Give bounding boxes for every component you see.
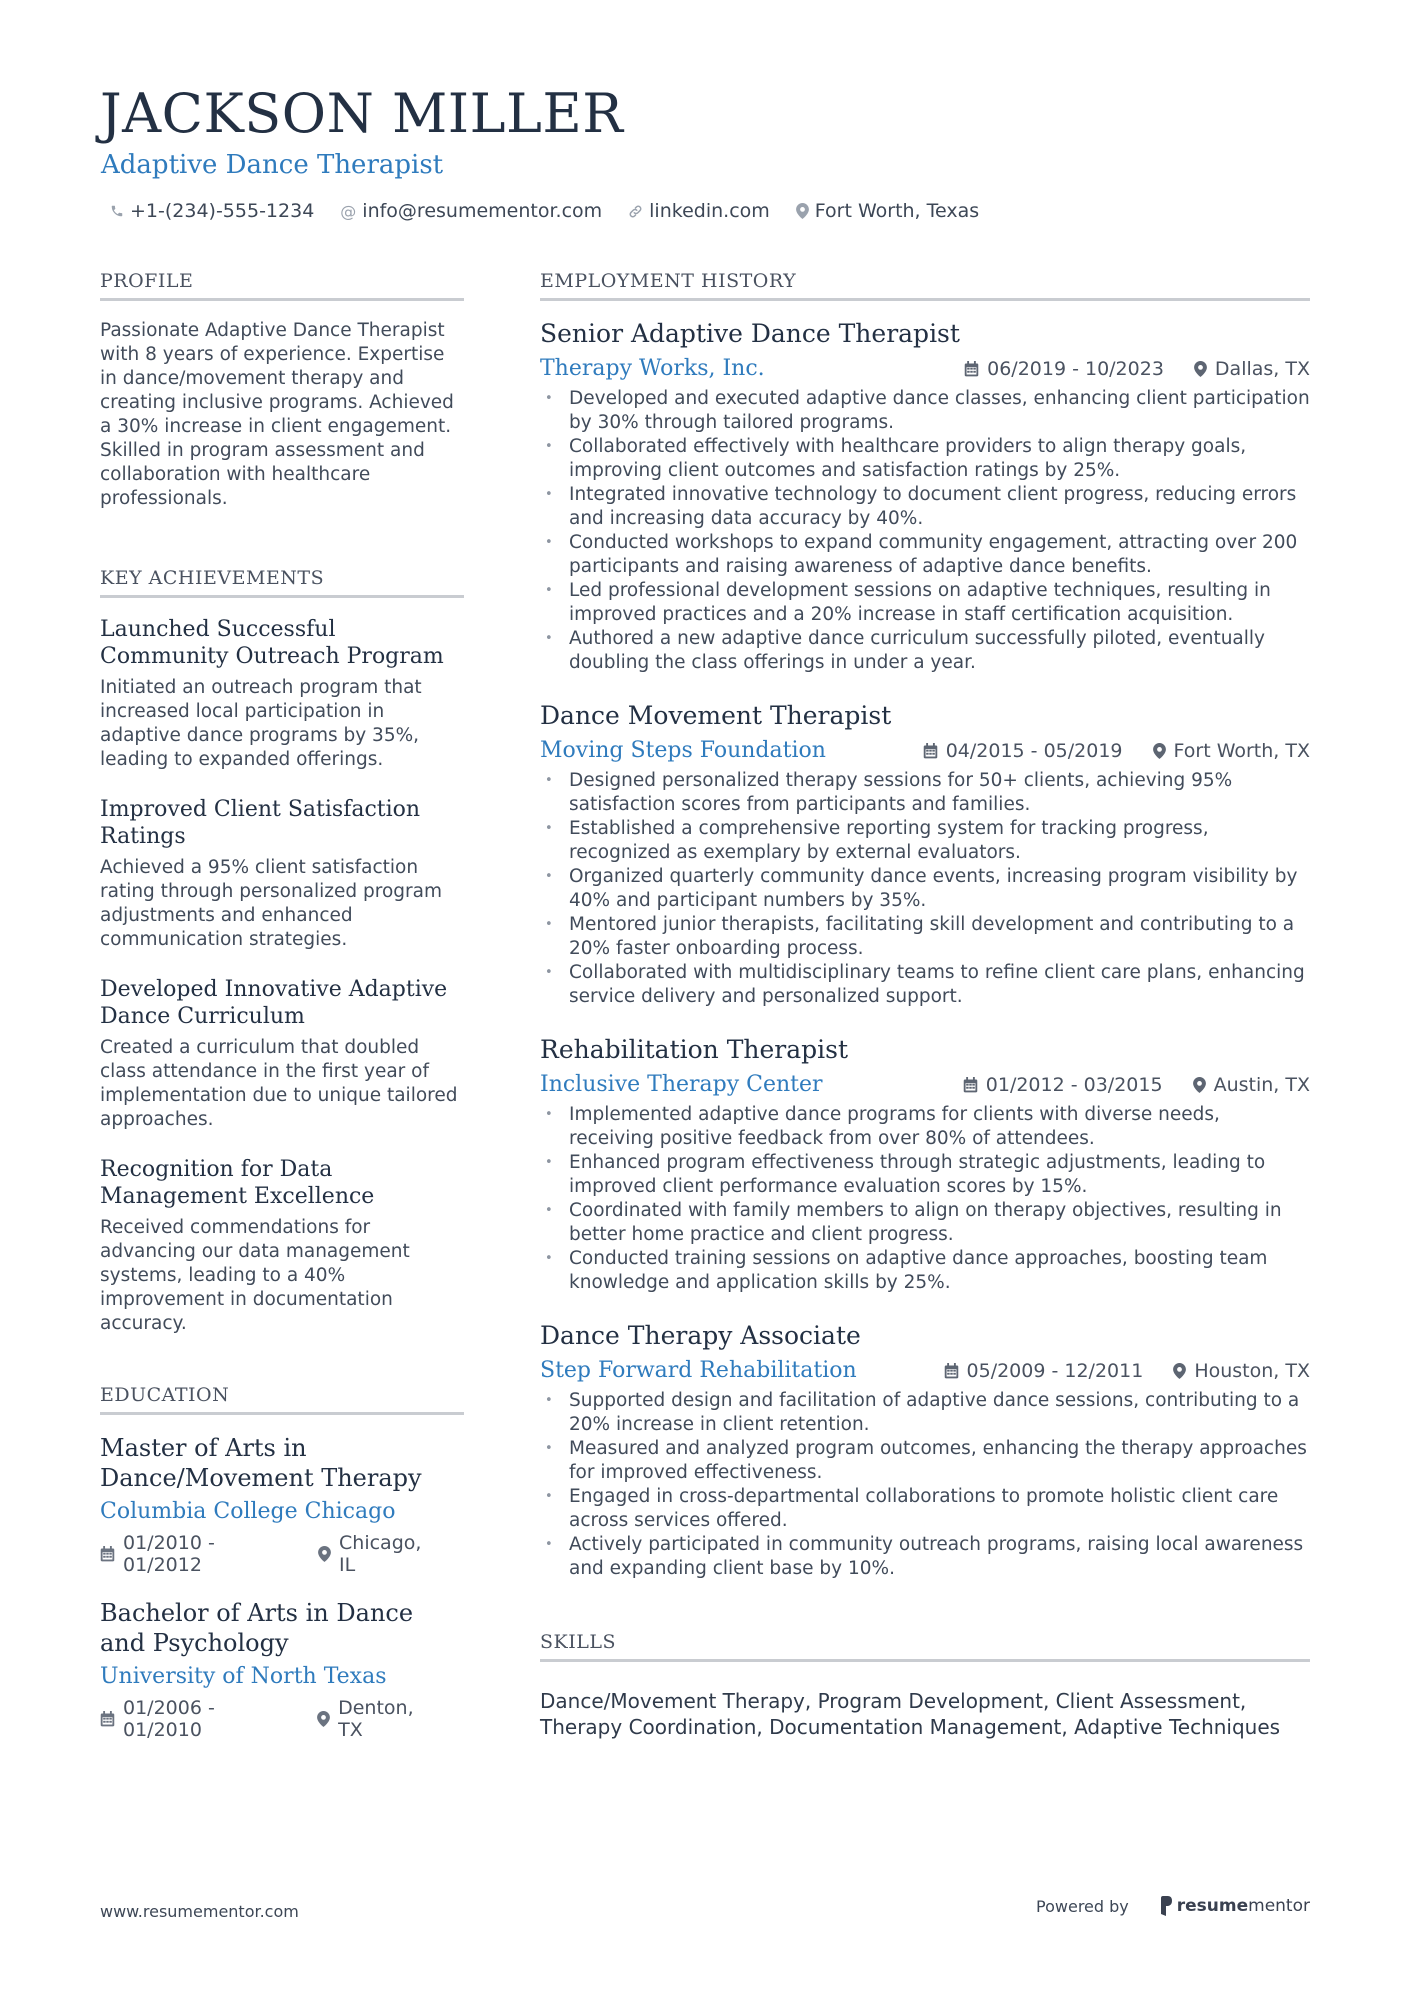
- list-item: • Conducted workshops to expand community engagement, attracting over 200 participants and raising awareness of adaptive dance benefits.: [540, 531, 1310, 579]
- skills-text: Dance/Movement Therapy, Program Development, Client Assessment, Therapy Coordination, Documentation Management, Adaptive Techniques: [540, 1689, 1281, 1739]
- job-title: Dance Movement Therapist: [540, 701, 892, 730]
- list-item: • Established a comprehensive reporting system for tracking progress, recognized as exemplary by external evaluators.: [540, 817, 1310, 865]
- calendar-icon: [100, 1711, 115, 1727]
- job-meta: [914, 1360, 1310, 1382]
- list-item: • Engaged in cross-departmental collaborations to promote holistic client care across services offered.: [540, 1485, 1310, 1533]
- location-pin-icon: [1153, 743, 1166, 759]
- list-item: • Coordinated with family members to align on therapy objectives, resulting in better home practice and client progress.: [540, 1199, 1310, 1247]
- education-item: [100, 1433, 464, 1576]
- link-icon: [628, 204, 643, 219]
- job-row: [540, 356, 1310, 381]
- employment-heading: EMPLOYMENT HISTORY: [540, 270, 1310, 301]
- calendar-icon: [100, 1546, 115, 1562]
- location-text: Houston, TX: [1194, 1359, 1310, 1382]
- job-title: Dance Therapy Associate: [540, 1321, 861, 1350]
- achievement-item: [100, 976, 464, 1132]
- location-pin-icon: [796, 203, 809, 219]
- contact-phone: [110, 200, 314, 222]
- job-location: [1173, 1360, 1310, 1382]
- achievements-heading: KEY ACHIEVEMENTS: [100, 567, 464, 598]
- dates-text: 05/2009 - 12/2011: [966, 1359, 1144, 1382]
- dates-text: 01/2010 - 01/2012: [123, 1532, 215, 1576]
- achievement-title: Recognition for Data Management Excellence: [100, 1157, 375, 1209]
- job-location: [1194, 358, 1310, 380]
- location-pin-icon: [1173, 1363, 1186, 1379]
- dates-text: 01/2006 - 01/2010: [123, 1697, 215, 1741]
- calendar-icon: [944, 1363, 959, 1379]
- contact-location: [796, 200, 979, 222]
- contact-email: [340, 200, 602, 222]
- brand-bold: resume: [1176, 1896, 1249, 1916]
- job-location: [1193, 1074, 1310, 1096]
- location-text: Fort Worth, Texas: [814, 200, 980, 222]
- list-item: • Collaborated effectively with healthcare providers to align therapy goals, improving client outcomes and satisfaction ratings by 25%.: [540, 435, 1310, 483]
- calendar-icon: [923, 743, 938, 759]
- list-item: • Organized quarterly community dance events, increasing program visibility by 40% and participant numbers by 35%.: [540, 865, 1310, 913]
- company-name: Therapy Works, Inc.: [540, 356, 765, 381]
- job-dates: [923, 740, 1123, 762]
- job-entry: [540, 1321, 1310, 1581]
- dates-text: 01/2012 - 03/2015: [985, 1073, 1163, 1096]
- dates-text: 06/2019 - 10/2023: [987, 357, 1164, 380]
- achievement-desc: Created a curriculum that doubled class attendance in the first year of implementation due to unique tailored approaches.: [100, 1037, 458, 1130]
- job-meta: [933, 1074, 1310, 1096]
- left-column: [100, 270, 464, 1781]
- achievement-title: Launched Successful Community Outreach Program: [100, 617, 444, 669]
- job-bullets: [540, 1103, 1310, 1295]
- job-dates: [963, 1074, 1163, 1096]
- education-item: [100, 1598, 464, 1741]
- list-item: • Designed personalized therapy sessions for 50+ clients, achieving 95% satisfaction scores from participants and families.: [540, 769, 1310, 817]
- job-dates: [964, 358, 1164, 380]
- education-meta: [100, 1532, 464, 1576]
- location-pin-icon: [318, 1546, 331, 1562]
- calendar-icon: [964, 361, 979, 377]
- list-item: • Actively participated in community outreach programs, raising local awareness and expanding client base by 10%.: [540, 1533, 1310, 1581]
- education-location: [318, 1532, 440, 1576]
- achievement-title: Improved Client Satisfaction Ratings: [100, 797, 421, 849]
- school-name: Columbia College Chicago: [100, 1499, 396, 1524]
- achievement-desc: Achieved a 95% client satisfaction rating through personalized program adjustments and enhanced communication strategies.: [100, 857, 442, 950]
- footer-branding: [1036, 1896, 1310, 1916]
- education-meta: [100, 1697, 464, 1741]
- candidate-title: Adaptive Dance Therapist: [101, 150, 444, 180]
- at-icon: @: [340, 201, 357, 221]
- achievement-item: [100, 616, 464, 772]
- right-column: [540, 270, 1310, 1740]
- education-dates: [100, 1532, 294, 1576]
- job-meta: [934, 358, 1310, 380]
- footer-website[interactable]: www.resumementor.com: [100, 1902, 299, 1921]
- dates-text: 04/2015 - 05/2019: [945, 739, 1123, 762]
- achievement-desc: Initiated an outreach program that increased local participation in adaptive dance programs by 35%, leading to expanded offerings.: [100, 677, 422, 770]
- education-dates: [100, 1697, 293, 1741]
- job-entry: [540, 319, 1310, 675]
- brand-mark-icon: [1159, 1896, 1173, 1916]
- school-name: University of North Texas: [100, 1664, 387, 1689]
- job-title: Rehabilitation Therapist: [540, 1035, 849, 1064]
- achievements-section: [100, 567, 464, 1336]
- phone-text[interactable]: +1-(234)-555-1234: [130, 200, 315, 222]
- achievement-desc: Received commendations for advancing our data management systems, leading to a 40% improvement in documentation accuracy.: [100, 1217, 410, 1334]
- job-bullets: [540, 769, 1310, 1009]
- linkedin-text[interactable]: linkedin.com: [649, 200, 770, 222]
- list-item: • Supported design and facilitation of adaptive dance sessions, contributing to a 20% increase in client retention.: [540, 1389, 1310, 1437]
- company-name: Moving Steps Foundation: [540, 738, 826, 763]
- degree-title: Bachelor of Arts in Dance and Psychology: [100, 1599, 414, 1657]
- job-row: [540, 1072, 1310, 1097]
- list-item: • Implemented adaptive dance programs for clients with diverse needs, receiving positive feedback from over 80% of attendees.: [540, 1103, 1310, 1151]
- calendar-icon: [963, 1077, 978, 1093]
- profile-section: [100, 270, 464, 511]
- location-text: Chicago, IL: [339, 1532, 422, 1576]
- email-text[interactable]: info@resumementor.com: [362, 200, 603, 222]
- profile-text: Passionate Adaptive Dance Therapist with 8 years of experience. Expertise in dance/movement therapy and creating inclusive programs. Achieved a 30% increase in client engagement. Skilled in program assessment and collaboration with healthcare professionals.: [100, 320, 454, 509]
- job-bullets: [540, 1389, 1310, 1581]
- skills-section: [540, 1631, 1310, 1740]
- company-name: Inclusive Therapy Center: [540, 1072, 823, 1097]
- list-item: • Enhanced program effectiveness through strategic adjustments, leading to improved client performance evaluation scores by 15%.: [540, 1151, 1310, 1199]
- job-bullets: [540, 387, 1310, 675]
- job-entry: [540, 1035, 1310, 1295]
- list-item: • Mentored junior therapists, facilitating skill development and contributing to a 20% faster onboarding process.: [540, 913, 1310, 961]
- company-name: Step Forward Rehabilitation: [540, 1358, 857, 1383]
- list-item: • Collaborated with multidisciplinary teams to refine client care plans, enhancing service delivery and personalized support.: [540, 961, 1310, 1009]
- brand-logo[interactable]: [1159, 1896, 1310, 1916]
- brand-light: mentor: [1248, 1896, 1310, 1916]
- job-row: [540, 1358, 1310, 1383]
- achievement-item: [100, 796, 464, 952]
- achievement-title: Developed Innovative Adaptive Dance Curriculum: [100, 977, 448, 1029]
- list-item: • Led professional development sessions on adaptive techniques, resulting in improved practices and a 20% increase in staff certification acquisition.: [540, 579, 1310, 627]
- candidate-name: JACKSON MILLER: [100, 82, 624, 145]
- list-item: • Integrated innovative technology to document client progress, reducing errors and increasing data accuracy by 40%.: [540, 483, 1310, 531]
- powered-by-label: Powered by: [1036, 1896, 1129, 1916]
- education-heading: EDUCATION: [100, 1384, 464, 1415]
- list-item: • Measured and analyzed program outcomes, enhancing the therapy approaches for improved effectiveness.: [540, 1437, 1310, 1485]
- location-text: Denton, TX: [338, 1697, 414, 1741]
- job-title: Senior Adaptive Dance Therapist: [540, 319, 960, 348]
- list-item: • Developed and executed adaptive dance classes, enhancing client participation by 30% through tailored programs.: [540, 387, 1310, 435]
- job-location: [1153, 740, 1310, 762]
- list-item: • Conducted training sessions on adaptive dance approaches, boosting team knowledge and application skills by 25%.: [540, 1247, 1310, 1295]
- profile-heading: PROFILE: [100, 270, 464, 301]
- achievement-item: [100, 1156, 464, 1336]
- job-entry: [540, 701, 1310, 1009]
- job-row: [540, 738, 1310, 763]
- contact-bar: [110, 200, 1005, 222]
- list-item: • Authored a new adaptive dance curriculum successfully piloted, eventually doubling the class offerings in under a year.: [540, 627, 1310, 675]
- location-pin-icon: [1193, 1077, 1206, 1093]
- location-pin-icon: [317, 1711, 330, 1727]
- location-text: Dallas, TX: [1214, 357, 1310, 380]
- skills-heading: SKILLS: [540, 1631, 1310, 1662]
- location-pin-icon: [1194, 361, 1207, 377]
- location-text: Fort Worth, TX: [1173, 739, 1310, 762]
- location-text: Austin, TX: [1213, 1073, 1310, 1096]
- job-dates: [944, 1360, 1144, 1382]
- phone-icon: [110, 204, 124, 218]
- education-location: [317, 1697, 440, 1741]
- job-meta: [893, 740, 1310, 762]
- contact-linkedin: [628, 200, 770, 222]
- degree-title: Master of Arts in Dance/Movement Therapy: [100, 1434, 422, 1492]
- education-section: [100, 1384, 464, 1741]
